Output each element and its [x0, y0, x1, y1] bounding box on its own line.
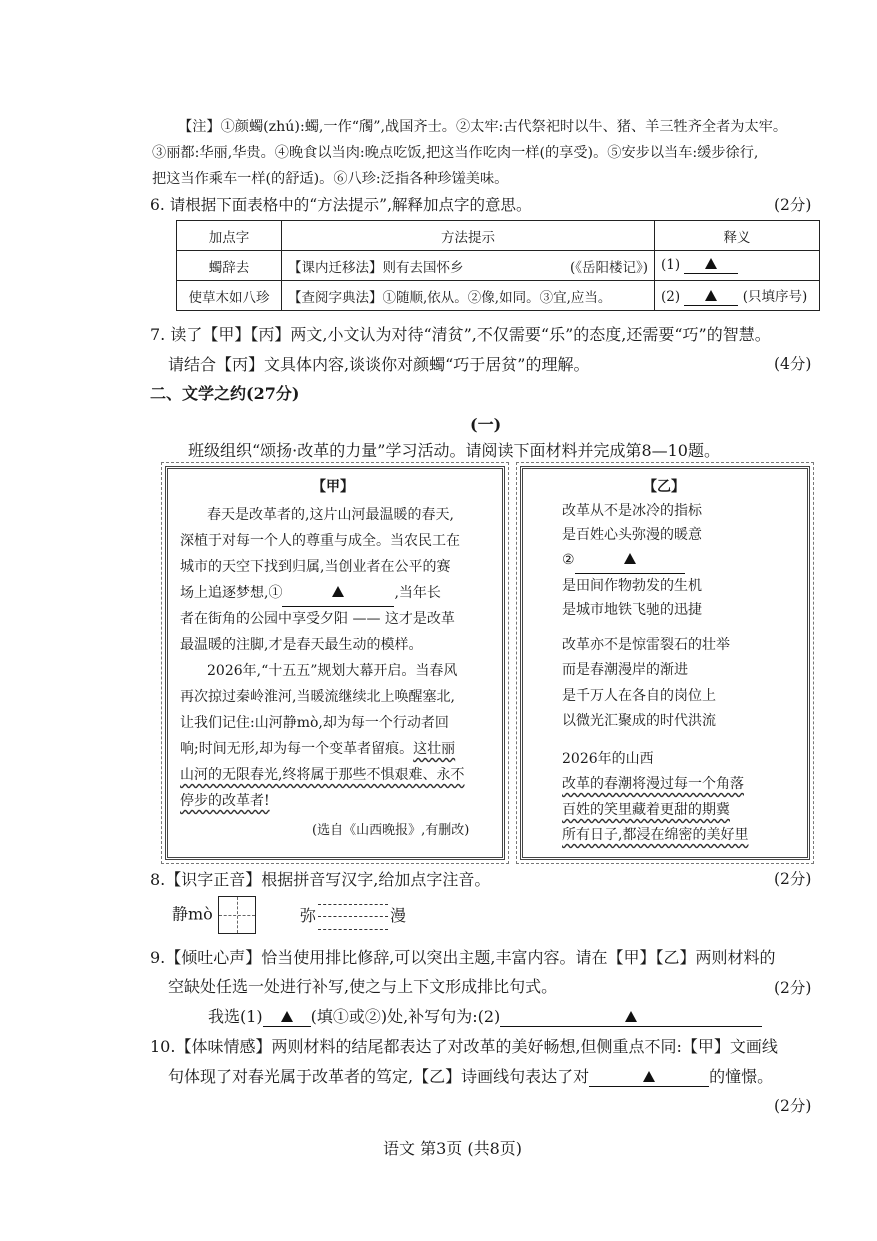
q8-item-2-pre: 弥: [300, 906, 317, 925]
q9-answer-line: [208, 1004, 762, 1027]
q9-line-2: 空缺处任选一处进行补写,使之与上下文形成排比句式。: [168, 977, 558, 996]
part-1-title: (一): [470, 415, 502, 434]
jia-source: (选自《山西晚报》,有删改): [312, 823, 470, 838]
q7-line-2: 请结合【丙】文具体内容,谈谈你对颜蠋“巧于居贫”的理解。: [168, 355, 590, 374]
q6-answer1-blank[interactable]: [684, 257, 738, 274]
jia-line-7: 2026年,“十五五”规划大幕开启。当春风: [207, 663, 458, 679]
triangle-icon: [705, 290, 717, 301]
jia-line-8: 再次掠过秦岭淮河,当暖流继续北上唤醒塞北,: [180, 689, 455, 705]
q7-line-1: 7. 读了【甲】【丙】两文,小文认为对待“清贫”,不仅需要“乐”的态度,还需要“巧”的智慧。: [150, 325, 771, 344]
jia-line-10-text: 响;时间无形,却为每一个变革者留痕。: [180, 741, 414, 757]
note-line-1: 【注】①颜蠋(zhú):蠋,一作“斶”,战国齐士。②太牢:古代祭祀时以牛、猪、羊三牲齐全者为太牢。: [178, 119, 788, 135]
triangle-icon: [625, 1011, 637, 1022]
jia-underlined-start: 这壮丽: [413, 741, 456, 757]
triangle-icon: [624, 553, 636, 564]
q6-row1-answer-cell[interactable]: [655, 251, 820, 281]
yi-underlined-line-2: 百姓的笑里藏着更甜的期冀: [562, 802, 730, 818]
q6-row2-answer-label: (2): [661, 289, 681, 305]
q9-score: (2分): [774, 979, 812, 997]
part-1-intro: 班级组织“颂扬·改革的力量”学习活动。请阅读下面材料并完成第8—10题。: [188, 441, 720, 460]
jia-line-6: 最温暖的注脚,才是春天最生动的模样。: [180, 637, 423, 653]
jia-line-10: [180, 736, 455, 762]
triangle-icon: [705, 258, 717, 269]
q6-answer2-blank[interactable]: [684, 289, 738, 306]
yi-blank-label: ②: [562, 552, 575, 568]
note-line-3: 把这当作乘车一样(的舒适)。⑥八珍:泛指各种珍馐美味。: [152, 171, 509, 187]
q10-line-2-a: 句体现了对春光属于改革者的笃定,【乙】诗画线句表达了对: [168, 1067, 590, 1086]
jia-line-2: 深植于对每一个人的尊重与成全。当农民工在: [180, 533, 460, 549]
q6-score: (2分): [774, 196, 812, 214]
jia-underlined-line-1: 山河的无限春光,终将属于那些不惧艰难、永不: [180, 767, 465, 783]
q9-sentence-blank[interactable]: [500, 1007, 762, 1027]
q8-pinyin-lines[interactable]: [318, 904, 388, 930]
q8-item-2-post: 漫: [390, 906, 407, 925]
q6-row2-answer-note: (只填序号): [742, 289, 808, 305]
jia-line-9: 让我们记住:山河静mò,却为每一个行动者回: [180, 715, 449, 731]
yi-blank-2[interactable]: [575, 547, 685, 574]
yi-s1-line-3: [562, 547, 685, 574]
yi-s3-line-1: 2026年的山西: [562, 751, 654, 767]
yi-label: 【乙】: [643, 479, 685, 495]
q10-line-1: 10.【体味情感】两则材料的结尾都表达了对改革的美好畅想,但侧重点不同:【甲】文画线: [150, 1037, 778, 1056]
q6-row1-source: (《岳阳楼记》): [569, 259, 648, 276]
jia-line-3: 城市的天空下找到归属,当创业者在公平的赛: [180, 559, 451, 575]
q6-row1-word: 蠋辞去: [177, 251, 282, 281]
jia-label: 【甲】: [312, 479, 354, 495]
note-line-2: ③丽都:华丽,华贵。④晚食以当肉:晚点吃饭,把这当作吃肉一样(的享受)。⑤安步以当车:缓步徐行,: [152, 145, 759, 161]
yi-s2-line-3: 是千万人在各自的岗位上: [562, 688, 716, 704]
q8-item-2: [300, 903, 406, 930]
yi-s1-line-2: 是百姓心头弥漫的暖意: [562, 527, 702, 543]
q10-line-2: [168, 1064, 773, 1087]
q6-row1-answer-label: (1): [661, 257, 681, 273]
q6-header-method: 方法提示: [282, 221, 655, 251]
triangle-icon: [643, 1071, 655, 1082]
q6-row2-answer-cell[interactable]: [655, 281, 820, 311]
triangle-icon: [281, 1011, 293, 1022]
q6-row1-method: 【课内迁移法】则有去国怀乡: [288, 259, 464, 276]
q9-line-1: 9.【倾吐心声】恰当使用排比修辞,可以突出主题,丰富内容。请在【甲】【乙】两则材料的: [150, 948, 776, 967]
yi-underlined-line-3: 所有日子,都浸在绵密的美好里: [562, 827, 749, 843]
jia-line-4-text: 场上追逐梦想,①: [180, 585, 283, 601]
jia-line-4-tail: ,当年长: [394, 585, 441, 601]
q6-row1-method-cell: [282, 251, 655, 281]
q9-answer-a: 我选(1): [208, 1007, 263, 1026]
q8-question: 8.【识字正音】根据拼音写汉字,给加点字注音。: [150, 870, 491, 889]
yi-s1-line-4: 是田间作物勃发的生机: [562, 578, 702, 594]
q6-row2-word: 使草木如八珍: [177, 281, 282, 311]
yi-s2-line-1: 改革亦不是惊雷裂石的壮举: [562, 637, 730, 653]
q10-score: (2分): [774, 1097, 812, 1115]
q9-choice-blank[interactable]: [263, 1007, 311, 1027]
q6-header-word: 加点字: [177, 221, 282, 251]
q8-item-1-label: 静mò: [172, 904, 213, 924]
q6-table: [176, 220, 820, 311]
jia-line-1: 春天是改革者的,这片山河最温暖的春天,: [207, 507, 454, 523]
jia-line-4: [180, 580, 441, 607]
q6-row2-method: 【查阅字典法】①随顺,依从。②像,如同。③宜,应当。: [282, 281, 655, 311]
q10-blank[interactable]: [589, 1067, 709, 1087]
jia-underlined-line-2: 停步的改革者!: [180, 793, 270, 809]
q6-question: 6. 请根据下面表格中的“方法提示”,解释加点字的意思。: [150, 196, 532, 214]
yi-s2-line-4: 以微光汇聚成的时代洪流: [562, 713, 716, 729]
q10-line-2-b: 的憧憬。: [709, 1067, 774, 1086]
jia-blank-1[interactable]: [282, 580, 394, 607]
section-2-title: 二、文学之约(27分): [150, 384, 300, 403]
yi-s1-line-5: 是城市地铁飞驰的迅捷: [562, 602, 702, 618]
q8-score: (2分): [774, 870, 812, 888]
triangle-icon: [332, 586, 344, 597]
q8-char-grid[interactable]: [218, 896, 256, 934]
yi-s1-line-1: 改革从不是冰冷的指标: [562, 503, 702, 519]
page-footer: 语文 第3页 (共8页): [383, 1139, 523, 1158]
q7-score: (4分): [774, 355, 812, 373]
jia-line-5: 者在街角的公园中享受夕阳 —— 这才是改革: [180, 611, 455, 627]
yi-underlined-line-1: 改革的春潮将漫过每一个角落: [562, 776, 744, 792]
q6-header-meaning: 释义: [655, 221, 820, 251]
yi-s2-line-2: 而是春潮漫岸的渐进: [562, 662, 688, 678]
q9-answer-b: (填①或②)处,补写句为:(2): [310, 1007, 501, 1026]
q8-item-1: [172, 896, 256, 934]
